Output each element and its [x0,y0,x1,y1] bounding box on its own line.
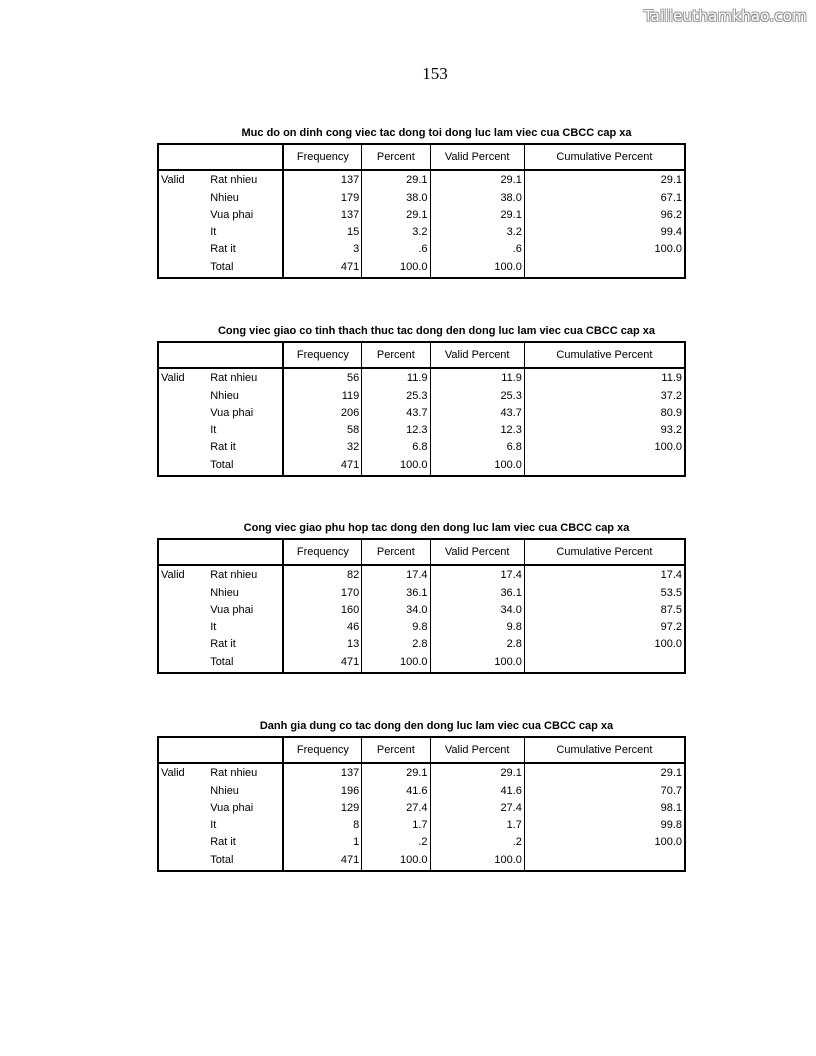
valid-percent-cell: 29.1 [430,170,524,189]
cumulative-percent-cell: 80.9 [524,404,685,421]
table-row-total [158,652,685,673]
table-row [158,387,685,404]
frequency-cell: 46 [283,618,361,635]
valid-percent-cell: 100.0 [430,257,524,278]
table-row [158,223,685,240]
table-title: Muc do on dinh cong viec tac dong toi dong luc lam viec cua CBCC cap xa [241,127,632,139]
percent-cell: 100.0 [362,455,430,476]
header-stub [208,144,283,170]
valid-percent-cell: 2.8 [430,635,524,652]
table-row [158,438,685,455]
percent-cell: 27.4 [362,799,430,816]
header-valid-percent: Valid Percent [430,342,524,368]
table-row [158,584,685,601]
header-stub [158,539,208,565]
percent-cell: 100.0 [362,850,430,871]
table-row [158,421,685,438]
frequency-cell: 3 [283,240,361,257]
row-label: Vua phai [210,208,254,221]
row-label: Rat it [210,242,236,255]
percent-cell: 1.7 [362,816,430,833]
frequency-cell: 119 [283,387,361,404]
group-label [158,404,208,421]
watermark: Tailieuthamkhao.com [643,7,807,25]
frequency-cell: 58 [283,421,361,438]
cumulative-percent-cell: 100.0 [524,833,685,850]
header-frequency: Frequency [283,539,361,565]
percent-cell: 11.9 [362,368,430,387]
percent-cell: 2.8 [362,635,430,652]
percent-cell: 100.0 [362,652,430,673]
table-row [158,170,685,189]
table-row-total [158,455,685,476]
group-label [158,421,208,438]
valid-percent-cell: 25.3 [430,387,524,404]
group-label [158,223,208,240]
row-label: Total [210,854,234,866]
table-title: Danh gia dung co tac dong den dong luc lam viec cua CBCC cap xa [259,720,614,732]
cumulative-percent-cell: 100.0 [524,438,685,455]
group-label [158,240,208,257]
page-number: 153 [422,64,448,83]
group-label [158,189,208,206]
frequency-cell: 137 [283,206,361,223]
valid-percent-cell: 12.3 [430,421,524,438]
group-label [158,387,208,404]
valid-percent-cell: 100.0 [430,652,524,673]
valid-percent-cell: 11.9 [430,368,524,387]
table-row [158,565,685,584]
frequency-table [157,538,686,674]
group-label: Valid [161,372,185,384]
group-label [158,635,208,652]
row-label: Rat nhieu [210,372,258,384]
header-stub [158,144,208,170]
header-cumulative-percent: Cumulative Percent [524,144,685,170]
row-label: Vua phai [210,801,254,814]
group-label [158,455,208,476]
header-frequency: Frequency [283,342,361,368]
header-stub [158,737,208,763]
frequency-table-block [157,325,686,477]
table-row [158,618,685,635]
row-label: Total [210,261,234,273]
row-label: Rat nhieu [210,569,258,581]
table-title: Cong viec giao phu hop tac dong den dong luc lam viec cua CBCC cap xa [243,522,630,534]
table-row [158,206,685,223]
frequency-cell: 13 [283,635,361,652]
table-row [158,816,685,833]
row-label: Total [210,656,234,668]
percent-cell: 29.1 [362,170,430,189]
valid-percent-cell: 100.0 [430,455,524,476]
frequency-cell: 137 [283,170,361,189]
valid-percent-cell: 29.1 [430,206,524,223]
row-label: It [210,225,217,238]
percent-cell: 3.2 [362,223,430,240]
header-percent: Percent [362,737,430,763]
table-row [158,189,685,206]
cumulative-percent-cell [524,455,685,476]
percent-cell: 12.3 [362,421,430,438]
table-title: Cong viec giao co tinh thach thuc tac dong den dong luc lam viec cua CBCC cap xa [217,325,655,337]
header-stub [208,737,283,763]
group-label [158,816,208,833]
percent-cell: 41.6 [362,782,430,799]
cumulative-percent-cell: 97.2 [524,618,685,635]
percent-cell: .2 [362,833,430,850]
cumulative-percent-cell: 17.4 [524,565,685,584]
header-stub [208,342,283,368]
valid-percent-cell: 29.1 [430,763,524,782]
frequency-table-block [157,127,686,279]
header-row [158,539,685,565]
cumulative-percent-cell: 37.2 [524,387,685,404]
group-label: Valid [161,767,185,779]
row-label: Vua phai [210,406,254,419]
frequency-cell: 129 [283,799,361,816]
table-row [158,601,685,618]
header-valid-percent: Valid Percent [430,737,524,763]
cumulative-percent-cell: 11.9 [524,368,685,387]
table-row [158,240,685,257]
group-label [158,206,208,223]
cumulative-percent-cell: 53.5 [524,584,685,601]
percent-cell: 43.7 [362,404,430,421]
frequency-cell: 32 [283,438,361,455]
header-valid-percent: Valid Percent [430,539,524,565]
valid-percent-cell: 100.0 [430,850,524,871]
cumulative-percent-cell: 96.2 [524,206,685,223]
table-row [158,404,685,421]
percent-cell: 9.8 [362,618,430,635]
cumulative-percent-cell: 29.1 [524,763,685,782]
group-label [158,438,208,455]
group-label [158,850,208,871]
cumulative-percent-cell: 67.1 [524,189,685,206]
header-stub [158,342,208,368]
percent-cell: 25.3 [362,387,430,404]
percent-cell: 17.4 [362,565,430,584]
frequency-cell: 160 [283,601,361,618]
header-row [158,342,685,368]
row-label: It [210,620,217,633]
valid-percent-cell: 9.8 [430,618,524,635]
table-row-total [158,850,685,871]
row-label: Rat nhieu [210,174,258,186]
header-percent: Percent [362,539,430,565]
header-cumulative-percent: Cumulative Percent [524,342,685,368]
valid-percent-cell: 3.2 [430,223,524,240]
percent-cell: 6.8 [362,438,430,455]
cumulative-percent-cell: 100.0 [524,635,685,652]
table-row [158,833,685,850]
table-row [158,635,685,652]
header-row [158,144,685,170]
cumulative-percent-cell: 99.4 [524,223,685,240]
cumulative-percent-cell: 100.0 [524,240,685,257]
frequency-table-block [157,522,686,674]
valid-percent-cell: .6 [430,240,524,257]
percent-cell: 36.1 [362,584,430,601]
row-label: Rat nhieu [210,767,258,779]
row-label: Nhieu [210,784,239,797]
table-row-total [158,257,685,278]
percent-cell: 100.0 [362,257,430,278]
header-frequency: Frequency [283,144,361,170]
valid-percent-cell: 36.1 [430,584,524,601]
group-label: Valid [161,174,185,186]
cumulative-percent-cell: 70.7 [524,782,685,799]
row-label: Nhieu [210,586,239,599]
table-row [158,368,685,387]
valid-percent-cell: 34.0 [430,601,524,618]
header-percent: Percent [362,144,430,170]
group-label: Valid [161,569,185,581]
row-label: Vua phai [210,603,254,616]
header-row [158,737,685,763]
header-percent: Percent [362,342,430,368]
frequency-cell: 471 [283,850,361,871]
row-label: Nhieu [210,389,239,402]
cumulative-percent-cell: 29.1 [524,170,685,189]
group-label [158,782,208,799]
percent-cell: 29.1 [362,206,430,223]
group-label [158,833,208,850]
valid-percent-cell: .2 [430,833,524,850]
row-label: Rat it [210,835,236,848]
cumulative-percent-cell [524,257,685,278]
frequency-cell: 82 [283,565,361,584]
header-stub [208,539,283,565]
frequency-cell: 137 [283,763,361,782]
valid-percent-cell: 6.8 [430,438,524,455]
cumulative-percent-cell [524,652,685,673]
header-cumulative-percent: Cumulative Percent [524,737,685,763]
table-row [158,782,685,799]
frequency-cell: 196 [283,782,361,799]
group-label [158,652,208,673]
valid-percent-cell: 43.7 [430,404,524,421]
percent-cell: 34.0 [362,601,430,618]
valid-percent-cell: 38.0 [430,189,524,206]
percent-cell: .6 [362,240,430,257]
row-label: Rat it [210,440,236,453]
header-valid-percent: Valid Percent [430,144,524,170]
valid-percent-cell: 1.7 [430,816,524,833]
frequency-cell: 179 [283,189,361,206]
valid-percent-cell: 41.6 [430,782,524,799]
frequency-cell: 206 [283,404,361,421]
header-cumulative-percent: Cumulative Percent [524,539,685,565]
cumulative-percent-cell: 93.2 [524,421,685,438]
cumulative-percent-cell [524,850,685,871]
row-label: It [210,423,217,436]
percent-cell: 29.1 [362,763,430,782]
frequency-cell: 56 [283,368,361,387]
frequency-table [157,341,686,477]
frequency-cell: 471 [283,257,361,278]
percent-cell: 38.0 [362,189,430,206]
cumulative-percent-cell: 87.5 [524,601,685,618]
frequency-table [157,736,686,872]
frequency-table-block [157,720,686,872]
valid-percent-cell: 17.4 [430,565,524,584]
frequency-cell: 471 [283,455,361,476]
row-label: Total [210,459,234,471]
frequency-table [157,143,686,279]
group-label [158,257,208,278]
frequency-cell: 8 [283,816,361,833]
row-label: It [210,818,217,831]
group-label [158,618,208,635]
row-label: Rat it [210,637,236,650]
group-label [158,799,208,816]
frequency-cell: 471 [283,652,361,673]
row-label: Nhieu [210,191,239,204]
cumulative-percent-cell: 99.8 [524,816,685,833]
frequency-cell: 1 [283,833,361,850]
header-frequency: Frequency [283,737,361,763]
group-label [158,601,208,618]
frequency-cell: 15 [283,223,361,240]
table-row [158,799,685,816]
table-row [158,763,685,782]
cumulative-percent-cell: 98.1 [524,799,685,816]
valid-percent-cell: 27.4 [430,799,524,816]
frequency-cell: 170 [283,584,361,601]
group-label [158,584,208,601]
